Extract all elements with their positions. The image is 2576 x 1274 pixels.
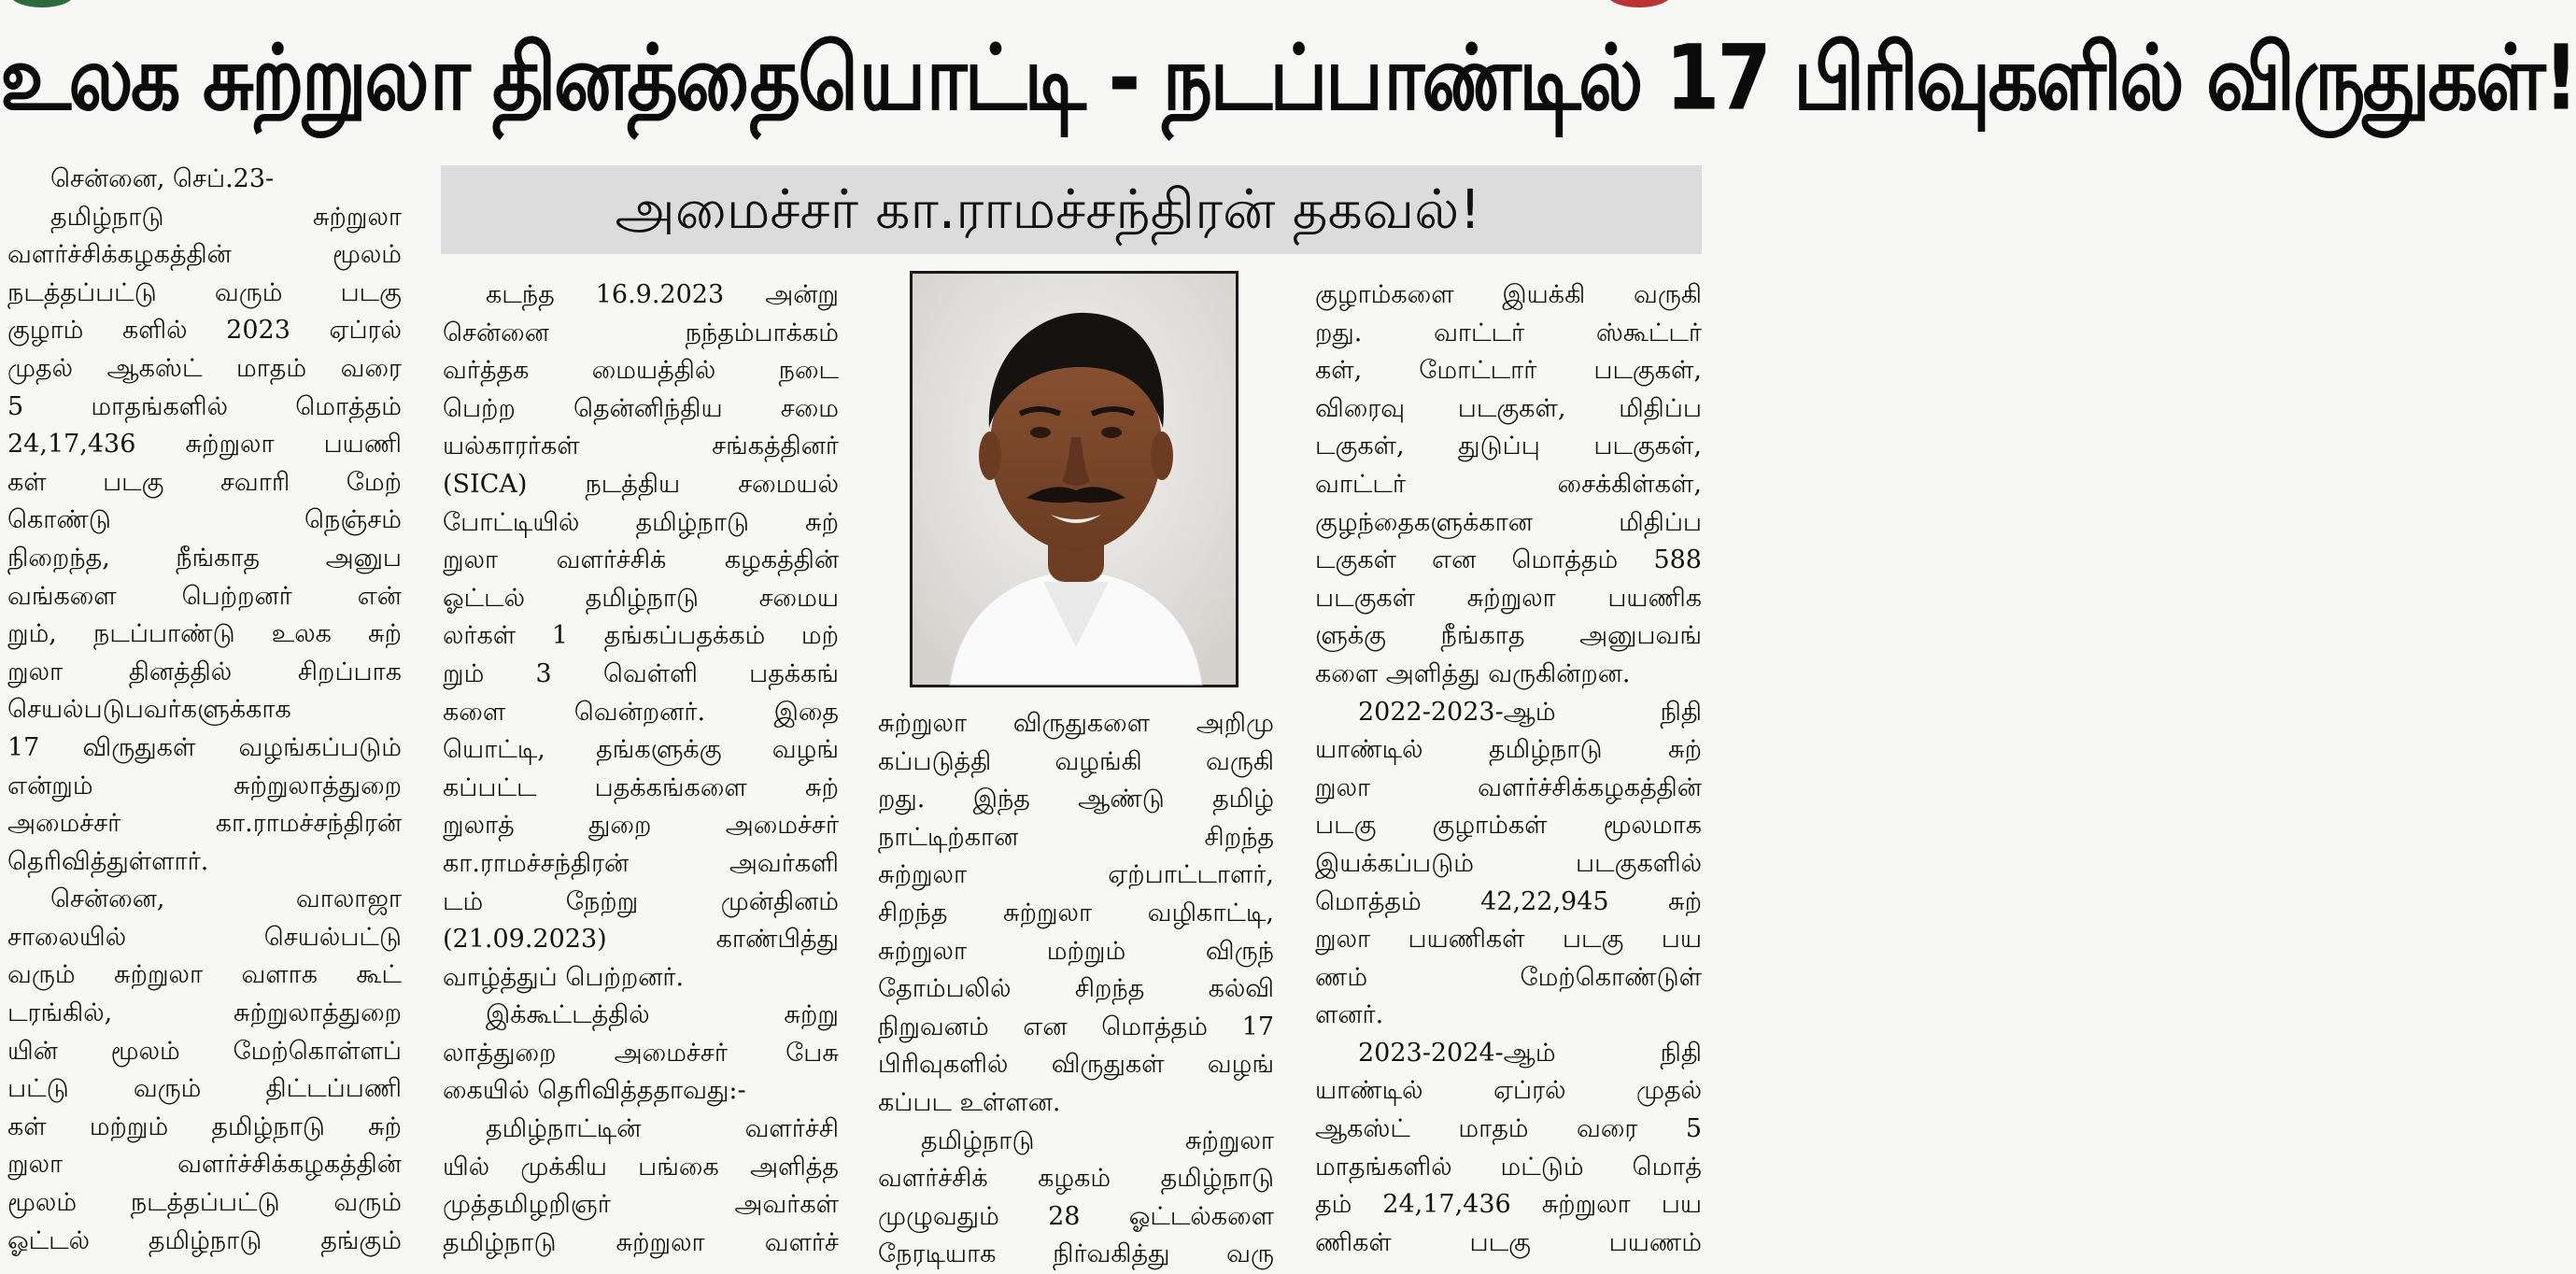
article-line: தமிழ்நாடு சுற்றுலா (50, 202, 402, 232)
article-line: போட்டியில் தமிழ்நாடு சுற் (443, 507, 839, 537)
article-line: அமைச்சர் கா.ராமச்சந்திரன் (7, 809, 402, 839)
article-line: செயல்படுபவர்களுக்காக (7, 695, 291, 725)
article-line: மொத்தம் 42,22,945 சுற் (1315, 886, 1702, 916)
portrait-photo (913, 274, 1236, 685)
article-line: 17 விருதுகள் வழங்கப்படும் (7, 732, 402, 762)
article-line: தெரிவித்துள்ளார். (7, 846, 209, 876)
article-line: 2023-2024-ஆம் நிதி (1358, 1038, 1702, 1068)
article-line: யல்காரர்கள் சங்கத்தினர் (443, 432, 839, 461)
article-line: ணிகள் படகு பயணம் (1315, 1227, 1702, 1257)
right-ear (1151, 432, 1173, 480)
article-line: டகுகள் என மொத்தம் 588 (1315, 545, 1702, 575)
article-line: சாலையில் செயல்பட்டு (7, 922, 402, 952)
article-line: தம் 24,17,436 சுற்றுலா பய (1315, 1190, 1702, 1220)
article-line: சுற்றுலா மற்றும் விருந் (878, 936, 1274, 966)
article-line: யின் மூலம் மேற்கொள்ளப் (7, 1036, 402, 1066)
article-line: வாட்டர் சைக்கிள்கள், (1315, 469, 1702, 499)
article-line: முத்தமிழறிஞர் அவர்கள் (443, 1190, 839, 1220)
subheadline: அமைச்சர் கா.ராமச்சந்திரன் தகவல்! (615, 177, 1481, 241)
article-line: வாழ்த்துப் பெற்றனர். (443, 962, 685, 992)
article-line: இக்கூட்டத்தில் சுற்று (486, 1000, 839, 1030)
article-line: யில் முக்கிய பங்கை அளித்த (443, 1152, 839, 1182)
article-line: (21.09.2023) காண்பித்து (443, 925, 839, 955)
article-line: வர்த்தக மையத்தில் நடை (443, 356, 839, 386)
left-eye (1030, 427, 1051, 438)
article-column-4 (1315, 276, 1702, 1257)
article-line: கப்பட உள்ளன. (878, 1087, 1061, 1117)
article-line: வங்களை பெற்றனர் என் (7, 581, 402, 611)
article-line: பிரிவுகளில் விருதுகள் வழங் (878, 1050, 1274, 1080)
subheadline-banner (441, 165, 1702, 254)
article-line: இயக்கப்படும் படகுகளில் (1315, 848, 1702, 878)
article-column-1 (7, 161, 402, 1257)
article-line: குழாம்களை இயக்கி வருகி (1315, 280, 1702, 309)
article-line: கள், மோட்டார் படகுகள், (1315, 356, 1702, 386)
minister-portrait (910, 271, 1238, 687)
article-line: றுலா வளர்ச்சிக்கழகத்தின் (7, 1150, 402, 1180)
article-line: றது. இந்த ஆண்டு தமிழ் (878, 785, 1274, 814)
article-line: வரும் சுற்றுலா வளாக கூட் (7, 960, 402, 990)
article-line: பட்டு வரும் திட்டப்பணி (7, 1074, 402, 1104)
article-line: யாண்டில் தமிழ்நாடு சுற் (1315, 735, 1702, 765)
article-line: மாதங்களில் மட்டும் மொத் (1315, 1152, 1702, 1182)
article-line: மூலம் நடத்தப்பட்டு வரும் (7, 1188, 402, 1218)
article-line: யொட்டி, தங்களுக்கு வழங் (443, 735, 839, 765)
article-line: ஆகஸ்ட் மாதம் வரை 5 (1315, 1114, 1702, 1144)
article-line: கையில் தெரிவித்ததாவது:- (443, 1076, 746, 1106)
article-line: சென்னை நந்தம்பாக்கம் (443, 318, 839, 347)
article-line: டம் நேற்று முன்தினம் (443, 886, 839, 916)
article-column-2 (443, 276, 839, 1257)
right-eye (1101, 427, 1122, 438)
article-line: நிறைந்த, நீங்காத அனுப (7, 543, 402, 573)
article-line: ஓட்டல் தமிழ்நாடு சமைய (443, 583, 839, 613)
article-line: கப்படுத்தி வழங்கி வருகி (878, 746, 1274, 776)
article-line: றும், நடப்பாண்டு உலக சுற் (7, 619, 402, 649)
article-line: 5 மாதங்களில் மொத்தம் (7, 391, 402, 421)
headline: உலக சுற்றுலா தினத்தையொட்டி - நடப்பாண்டில் 17 பிரிவுகளில் விருதுகள்! (0, 24, 2576, 131)
article-line: தமிழ்நாடு சுற்றுலா வளர்ச் (443, 1227, 839, 1257)
article-line: நாட்டிற்கான சிறந்த (878, 822, 1274, 852)
article-column-3 (878, 705, 1274, 1269)
article-line: குழாம் களில் 2023 ஏப்ரல் (7, 316, 402, 346)
article-line: தமிழ்நாடு சுற்றுலா (921, 1125, 1274, 1155)
article-line: ணம் மேற்கொண்டுள் (1315, 962, 1702, 992)
article-line: விரைவு படகுகள், மிதிப்ப (1315, 393, 1702, 423)
article-line: நிறுவனம் என மொத்தம் 17 (878, 1012, 1274, 1041)
article-line: யாண்டில் ஏப்ரல் முதல் (1315, 1076, 1702, 1106)
article-line: ஓட்டல் தமிழ்நாடு தங்கும் (7, 1225, 402, 1255)
article-line: லாத்துறை அமைச்சர் பேசு (443, 1038, 839, 1068)
article-line: என்றும் சுற்றுலாத்துறை (7, 771, 402, 800)
article-line: கடந்த 16.9.2023 அன்று (486, 280, 839, 309)
article-line: றுலா தினத்தில் சிறப்பாக (7, 657, 402, 687)
article-line: றுலாத் துறை அமைச்சர் (443, 811, 839, 841)
article-line: முதல் ஆகஸ்ட் மாதம் வரை (7, 353, 402, 383)
article-line: முழுவதும் 28 ஓட்டல்களை (878, 1201, 1274, 1231)
article-line: படகு குழாம்கள் மூலமாக (1315, 811, 1702, 841)
article-line: தோம்பலில் சிறந்த கல்வி (878, 974, 1274, 1004)
article-line: களை வென்றனர். இதை (443, 697, 839, 727)
article-line: நடத்தப்பட்டு வரும் படகு (7, 277, 402, 307)
article-line: பெற்ற தென்னிந்திய சமை (443, 393, 839, 423)
article-line: கள் படகு சவாரி மேற் (7, 467, 402, 497)
article-line: றது. வாட்டர் ஸ்கூட்டர் (1315, 318, 1702, 347)
article-line: நேரடியாக நிர்வகித்து வரு (878, 1239, 1274, 1269)
article-line: கப்பட்ட பதக்கங்களை சுற் (443, 772, 839, 802)
left-ear (979, 432, 1001, 480)
article-line: தமிழ்நாட்டின் வளர்ச்சி (486, 1114, 839, 1144)
article-line: லர்கள் 1 தங்கப்பதக்கம் மற் (443, 621, 839, 651)
article-line: கள் மற்றும் தமிழ்நாடு சுற் (7, 1111, 402, 1141)
article-line: சுற்றுலா விருதுகளை அறிமு (878, 709, 1274, 738)
article-line: வளர்ச்சிக்கழகத்தின் மூலம் (7, 240, 402, 270)
article-line: சென்னை, வாலாஜா (50, 885, 402, 914)
article-line: களை அளித்து வருகின்றன. (1315, 658, 1631, 688)
article-line: 2022-2023-ஆம் நிதி (1358, 697, 1702, 727)
article-line: படகுகள் சுற்றுலா பயணிக (1315, 583, 1702, 613)
article-line: றுலா பயணிகள் படகு பய (1315, 925, 1702, 955)
article-line: குழந்தைகளுக்கான மிதிப்ப (1315, 507, 1702, 537)
article-line: றுலா வளர்ச்சிக்கழகத்தின் (1315, 772, 1702, 802)
article-line: 24,17,436 சுற்றுலா பயணி (7, 430, 402, 460)
article-line: ளனர். (1315, 1000, 1384, 1030)
article-line: கொண்டு நெஞ்சம் (7, 505, 402, 535)
article-line: கா.ராமச்சந்திரன் அவர்களி (443, 848, 839, 878)
article-line: சென்னை, செப்.23- (50, 164, 275, 193)
article-line: (SICA) நடத்திய சமையல் (443, 469, 839, 499)
article-line: வளர்ச்சிக் கழகம் தமிழ்நாடு (878, 1164, 1274, 1194)
article-line: சிறந்த சுற்றுலா வழிகாட்டி, (878, 898, 1274, 927)
article-line: சுற்றுலா ஏற்பாட்டாளர், (878, 860, 1274, 890)
article-line: டகுகள், துடுப்பு படகுகள், (1315, 432, 1702, 461)
article-line: றும் 3 வெள்ளி பதக்கங் (443, 658, 839, 688)
article-line: ளுக்கு நீங்காத அனுபவங் (1315, 621, 1702, 651)
article-line: டரங்கில், சுற்றுலாத்துறை (7, 998, 402, 1028)
article-line: றுலா வளர்ச்சிக் கழகத்தின் (443, 545, 839, 575)
